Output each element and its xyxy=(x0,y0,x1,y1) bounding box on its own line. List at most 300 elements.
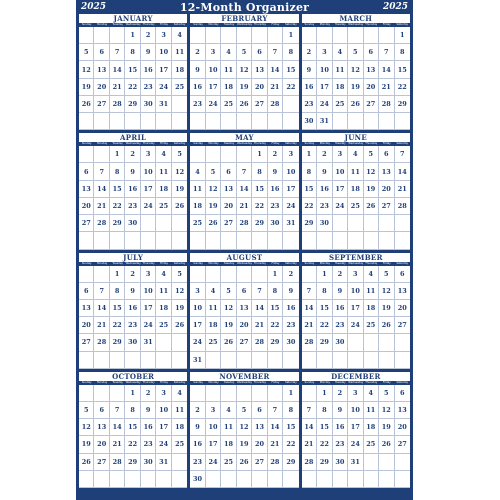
day-cell xyxy=(395,352,410,369)
weekday-label: Saturday xyxy=(285,23,297,26)
day-number: 26 xyxy=(350,99,360,108)
day-cell xyxy=(348,266,363,283)
day-number: 4 xyxy=(161,150,166,159)
day-number: 17 xyxy=(335,184,345,193)
day-number: 12 xyxy=(81,423,91,432)
day-cell xyxy=(283,419,298,436)
day-cell xyxy=(348,419,363,436)
day-number: 14 xyxy=(97,304,107,313)
day-cell xyxy=(237,454,252,471)
day-cell xyxy=(348,146,363,163)
day-number: 22 xyxy=(319,440,329,449)
day-number: 25 xyxy=(335,99,345,108)
day-cell xyxy=(252,317,267,334)
day-cell xyxy=(283,402,298,419)
day-cell xyxy=(333,471,348,488)
day-cell xyxy=(268,352,283,369)
month-block xyxy=(79,14,187,130)
day-cell xyxy=(252,471,267,488)
day-number: 13 xyxy=(397,406,407,415)
day-number: 27 xyxy=(381,201,391,210)
day-cell xyxy=(125,61,140,78)
day-number: 19 xyxy=(239,82,249,91)
day-cell xyxy=(283,266,298,283)
day-cell xyxy=(125,454,140,471)
day-number: 5 xyxy=(384,269,389,278)
day-number: 14 xyxy=(304,423,314,432)
day-number: 4 xyxy=(368,269,374,278)
day-number: 22 xyxy=(112,201,122,210)
day-cell xyxy=(268,334,283,351)
day-cell xyxy=(125,436,140,453)
day-cell xyxy=(79,198,94,215)
day-cell xyxy=(156,146,171,163)
day-cell xyxy=(221,317,236,334)
day-number: 12 xyxy=(81,65,91,74)
month-block xyxy=(190,372,298,488)
weekday-label: Tuesday xyxy=(223,261,235,265)
day-cell xyxy=(348,198,363,215)
day-cell xyxy=(156,385,171,402)
day-cell xyxy=(268,61,283,78)
day-cell xyxy=(94,436,109,453)
day-number: 17 xyxy=(143,304,153,313)
day-number: 28 xyxy=(270,457,280,466)
day-number: 20 xyxy=(254,440,264,449)
day-number: 17 xyxy=(350,304,360,313)
day-number: 16 xyxy=(128,304,138,313)
day-cell xyxy=(364,471,379,488)
day-number: 22 xyxy=(270,321,280,330)
day-cell xyxy=(268,146,283,163)
day-number: 29 xyxy=(112,338,122,347)
day-cell xyxy=(125,317,140,334)
day-number: 26 xyxy=(81,99,91,108)
day-cell xyxy=(190,113,205,130)
day-cell xyxy=(302,163,317,180)
day-number: 18 xyxy=(223,82,234,91)
day-number: 21 xyxy=(112,440,122,449)
day-cell xyxy=(302,471,317,488)
day-number: 2 xyxy=(272,150,278,159)
day-number: 31 xyxy=(319,117,329,126)
day-number: 28 xyxy=(304,338,314,347)
day-cell xyxy=(252,283,267,300)
day-cell xyxy=(348,283,363,300)
weekday-label: Wednesday xyxy=(348,23,364,26)
day-cell xyxy=(110,419,125,436)
day-cell xyxy=(302,352,317,369)
day-number: 23 xyxy=(143,440,153,449)
day-number: 27 xyxy=(366,99,376,108)
weekday-label: Sunday xyxy=(81,142,92,146)
day-cell xyxy=(156,419,171,436)
day-cell xyxy=(252,215,267,232)
day-number: 10 xyxy=(193,304,203,313)
day-number: 19 xyxy=(223,321,234,330)
day-number: 19 xyxy=(175,304,185,313)
day-cell xyxy=(395,198,410,215)
day-number: 27 xyxy=(254,99,264,108)
day-cell xyxy=(283,163,298,180)
day-cell xyxy=(317,419,332,436)
day-cell xyxy=(333,198,348,215)
day-cell xyxy=(94,146,109,163)
day-cell xyxy=(302,215,317,232)
day-number: 20 xyxy=(366,82,376,91)
day-number: 15 xyxy=(319,423,329,432)
day-cell xyxy=(395,215,410,232)
day-number: 30 xyxy=(286,338,296,347)
day-number: 4 xyxy=(195,167,200,176)
day-number: 25 xyxy=(350,201,360,210)
day-cell xyxy=(221,79,236,96)
day-cell xyxy=(190,334,205,351)
day-cell xyxy=(268,215,283,232)
day-number: 14 xyxy=(112,423,122,432)
day-cell xyxy=(94,61,109,78)
day-number: 31 xyxy=(193,355,203,364)
day-cell xyxy=(348,352,363,369)
day-cell xyxy=(317,61,332,78)
weekday-label: Monday xyxy=(208,380,219,384)
day-number: 3 xyxy=(210,48,216,57)
day-number: 21 xyxy=(304,321,314,330)
day-cell xyxy=(364,402,379,419)
day-cell xyxy=(395,181,410,198)
day-number: 21 xyxy=(254,321,264,330)
day-grid xyxy=(190,146,298,249)
day-cell xyxy=(110,385,125,402)
day-cell xyxy=(302,44,317,61)
day-cell xyxy=(268,385,283,402)
day-cell xyxy=(141,352,156,369)
day-number: 14 xyxy=(397,167,407,176)
day-number: 23 xyxy=(128,321,138,330)
day-number: 24 xyxy=(350,321,360,330)
day-cell xyxy=(221,61,236,78)
day-number: 29 xyxy=(397,99,407,108)
day-cell xyxy=(268,436,283,453)
day-grid xyxy=(79,27,187,130)
day-cell xyxy=(190,471,205,488)
month-name: AUGUST xyxy=(226,252,263,262)
day-cell xyxy=(190,317,205,334)
day-cell xyxy=(221,198,236,215)
day-cell xyxy=(302,61,317,78)
weekday-label: Wednesday xyxy=(236,261,252,265)
day-cell xyxy=(125,215,140,232)
day-number: 7 xyxy=(306,286,312,295)
day-cell xyxy=(156,283,171,300)
day-cell xyxy=(190,352,205,369)
day-cell xyxy=(125,27,140,44)
day-number: 7 xyxy=(384,48,389,57)
day-cell xyxy=(141,61,156,78)
day-cell xyxy=(237,96,252,113)
day-cell xyxy=(141,300,156,317)
day-cell xyxy=(395,283,410,300)
day-cell xyxy=(379,419,394,436)
day-cell xyxy=(172,283,187,300)
day-cell xyxy=(364,198,379,215)
day-number: 26 xyxy=(175,201,185,210)
day-number: 24 xyxy=(319,99,329,108)
day-cell xyxy=(348,215,363,232)
day-number: 23 xyxy=(335,321,345,330)
weekday-label: Monday xyxy=(208,261,219,265)
weekday-label: Thursday xyxy=(365,142,378,146)
day-number: 10 xyxy=(159,48,169,57)
day-cell xyxy=(172,334,187,351)
day-number: 18 xyxy=(159,184,169,193)
day-number: 19 xyxy=(366,184,376,193)
day-number: 21 xyxy=(397,184,407,193)
day-cell xyxy=(237,436,252,453)
day-number: 15 xyxy=(112,304,122,313)
day-cell xyxy=(302,454,317,471)
day-number: 15 xyxy=(319,304,329,313)
day-number: 3 xyxy=(322,48,327,57)
weekday-label: Saturday xyxy=(173,142,186,146)
day-cell xyxy=(221,44,236,61)
day-cell xyxy=(302,334,317,351)
day-number: 13 xyxy=(81,304,91,313)
day-number: 3 xyxy=(145,150,151,159)
day-cell xyxy=(190,146,205,163)
day-number: 24 xyxy=(159,440,169,449)
day-number: 12 xyxy=(381,406,391,415)
day-cell xyxy=(252,266,267,283)
day-number: 5 xyxy=(353,48,358,57)
day-cell xyxy=(395,334,410,351)
day-number: 9 xyxy=(306,65,312,74)
day-cell xyxy=(79,419,94,436)
day-number: 31 xyxy=(350,457,360,466)
day-number: 14 xyxy=(97,184,107,193)
day-cell xyxy=(94,27,109,44)
day-cell xyxy=(206,454,221,471)
day-number: 14 xyxy=(239,184,249,193)
day-cell xyxy=(364,300,379,317)
day-grid xyxy=(79,146,187,249)
day-cell xyxy=(348,27,363,44)
day-number: 1 xyxy=(272,269,278,278)
day-cell xyxy=(302,317,317,334)
day-grid xyxy=(190,385,298,488)
day-cell xyxy=(156,198,171,215)
day-number: 18 xyxy=(193,201,203,210)
day-cell xyxy=(395,113,410,130)
day-cell xyxy=(395,436,410,453)
day-number: 16 xyxy=(304,82,314,91)
day-number: 17 xyxy=(193,321,203,330)
day-number: 26 xyxy=(366,201,376,210)
month-block xyxy=(302,133,410,249)
day-cell xyxy=(206,436,221,453)
day-cell xyxy=(141,79,156,96)
day-number: 29 xyxy=(319,457,329,466)
day-number: 13 xyxy=(397,286,407,295)
day-number: 30 xyxy=(319,219,329,228)
day-cell xyxy=(283,146,298,163)
weekday-label: Sunday xyxy=(193,142,203,146)
weekday-label: Friday xyxy=(160,142,169,146)
day-cell xyxy=(172,27,187,44)
day-number: 12 xyxy=(239,65,249,74)
day-number: 27 xyxy=(254,457,264,466)
day-cell xyxy=(94,454,109,471)
day-number: 15 xyxy=(286,65,296,74)
day-cell xyxy=(125,44,140,61)
weekday-label: Friday xyxy=(271,261,280,265)
month-name: OCTOBER xyxy=(112,371,155,381)
day-number: 15 xyxy=(128,65,138,74)
day-cell xyxy=(172,385,187,402)
day-number: 28 xyxy=(97,219,107,228)
day-number: 6 xyxy=(241,286,247,295)
day-cell xyxy=(141,436,156,453)
day-number: 15 xyxy=(270,304,280,313)
day-cell xyxy=(364,385,379,402)
month-block xyxy=(190,253,298,369)
day-number: 5 xyxy=(226,286,231,295)
day-cell xyxy=(156,436,171,453)
day-number: 29 xyxy=(270,338,280,347)
day-cell xyxy=(141,419,156,436)
day-number: 13 xyxy=(239,304,249,313)
day-number: 13 xyxy=(97,65,107,74)
day-number: 5 xyxy=(177,150,182,159)
day-cell xyxy=(172,163,187,180)
day-cell xyxy=(190,181,205,198)
day-number: 21 xyxy=(97,321,107,330)
day-number: 26 xyxy=(81,457,91,466)
day-number: 10 xyxy=(143,167,153,176)
day-cell xyxy=(252,436,267,453)
day-cell xyxy=(395,300,410,317)
weekday-label: Tuesday xyxy=(112,23,123,26)
day-cell xyxy=(206,317,221,334)
day-number: 10 xyxy=(208,65,218,74)
day-cell xyxy=(206,283,221,300)
day-cell xyxy=(156,402,171,419)
day-cell xyxy=(268,113,283,130)
day-number: 9 xyxy=(272,167,278,176)
day-cell xyxy=(94,283,109,300)
day-number: 6 xyxy=(384,150,389,159)
day-number: 30 xyxy=(193,474,203,483)
day-cell xyxy=(79,402,94,419)
day-number: 22 xyxy=(286,82,296,91)
day-cell xyxy=(364,317,379,334)
day-grid xyxy=(190,27,298,130)
day-cell xyxy=(237,402,252,419)
day-cell xyxy=(221,334,236,351)
day-cell xyxy=(333,44,348,61)
day-cell xyxy=(283,436,298,453)
day-number: 10 xyxy=(335,167,345,176)
weekday-label: Monday xyxy=(208,23,219,26)
day-cell xyxy=(172,79,187,96)
day-cell xyxy=(172,419,187,436)
day-cell xyxy=(317,96,332,113)
day-grid xyxy=(190,266,298,369)
day-number: 7 xyxy=(241,167,247,176)
day-cell xyxy=(141,402,156,419)
day-number: 27 xyxy=(397,440,407,449)
day-cell xyxy=(333,300,348,317)
day-number: 6 xyxy=(83,167,89,176)
day-number: 15 xyxy=(397,65,407,74)
day-cell xyxy=(379,215,394,232)
day-cell xyxy=(333,334,348,351)
day-number: 5 xyxy=(368,150,374,159)
day-number: 18 xyxy=(335,82,345,91)
day-cell xyxy=(125,79,140,96)
day-cell xyxy=(268,27,283,44)
day-cell xyxy=(379,44,394,61)
day-cell xyxy=(283,27,298,44)
day-number: 28 xyxy=(304,457,314,466)
day-cell xyxy=(79,266,94,283)
day-cell xyxy=(379,266,394,283)
day-cell xyxy=(283,352,298,369)
day-number: 14 xyxy=(254,304,264,313)
day-cell xyxy=(141,198,156,215)
day-cell xyxy=(125,352,140,369)
day-number: 14 xyxy=(270,423,280,432)
day-cell xyxy=(206,79,221,96)
day-cell xyxy=(283,215,298,232)
day-number: 11 xyxy=(366,286,376,295)
day-cell xyxy=(317,402,332,419)
day-number: 1 xyxy=(288,388,294,397)
day-cell xyxy=(317,454,332,471)
day-cell xyxy=(379,27,394,44)
day-number: 28 xyxy=(270,99,280,108)
day-cell xyxy=(379,317,394,334)
day-number: 29 xyxy=(254,219,264,228)
day-cell xyxy=(348,79,363,96)
day-cell xyxy=(156,113,171,130)
day-number: 15 xyxy=(304,184,314,193)
day-cell xyxy=(110,232,125,249)
day-number: 12 xyxy=(239,423,249,432)
day-cell xyxy=(156,352,171,369)
weekday-label: Wednesday xyxy=(348,142,364,146)
day-cell xyxy=(206,96,221,113)
day-cell xyxy=(364,436,379,453)
day-number: 16 xyxy=(335,304,345,313)
day-cell xyxy=(333,96,348,113)
day-number: 24 xyxy=(143,321,153,330)
day-cell xyxy=(79,27,94,44)
day-number: 26 xyxy=(381,440,391,449)
month-name: NOVEMBER xyxy=(219,371,270,381)
month-name: DECEMBER xyxy=(331,371,381,381)
weekday-label: Friday xyxy=(382,142,391,146)
day-number: 2 xyxy=(145,388,151,397)
weekday-label: Friday xyxy=(271,23,280,26)
day-cell xyxy=(141,181,156,198)
day-number: 23 xyxy=(319,201,329,210)
weekday-label: Tuesday xyxy=(223,380,235,384)
day-cell xyxy=(364,215,379,232)
day-cell xyxy=(190,436,205,453)
day-cell xyxy=(395,96,410,113)
day-cell xyxy=(190,454,205,471)
